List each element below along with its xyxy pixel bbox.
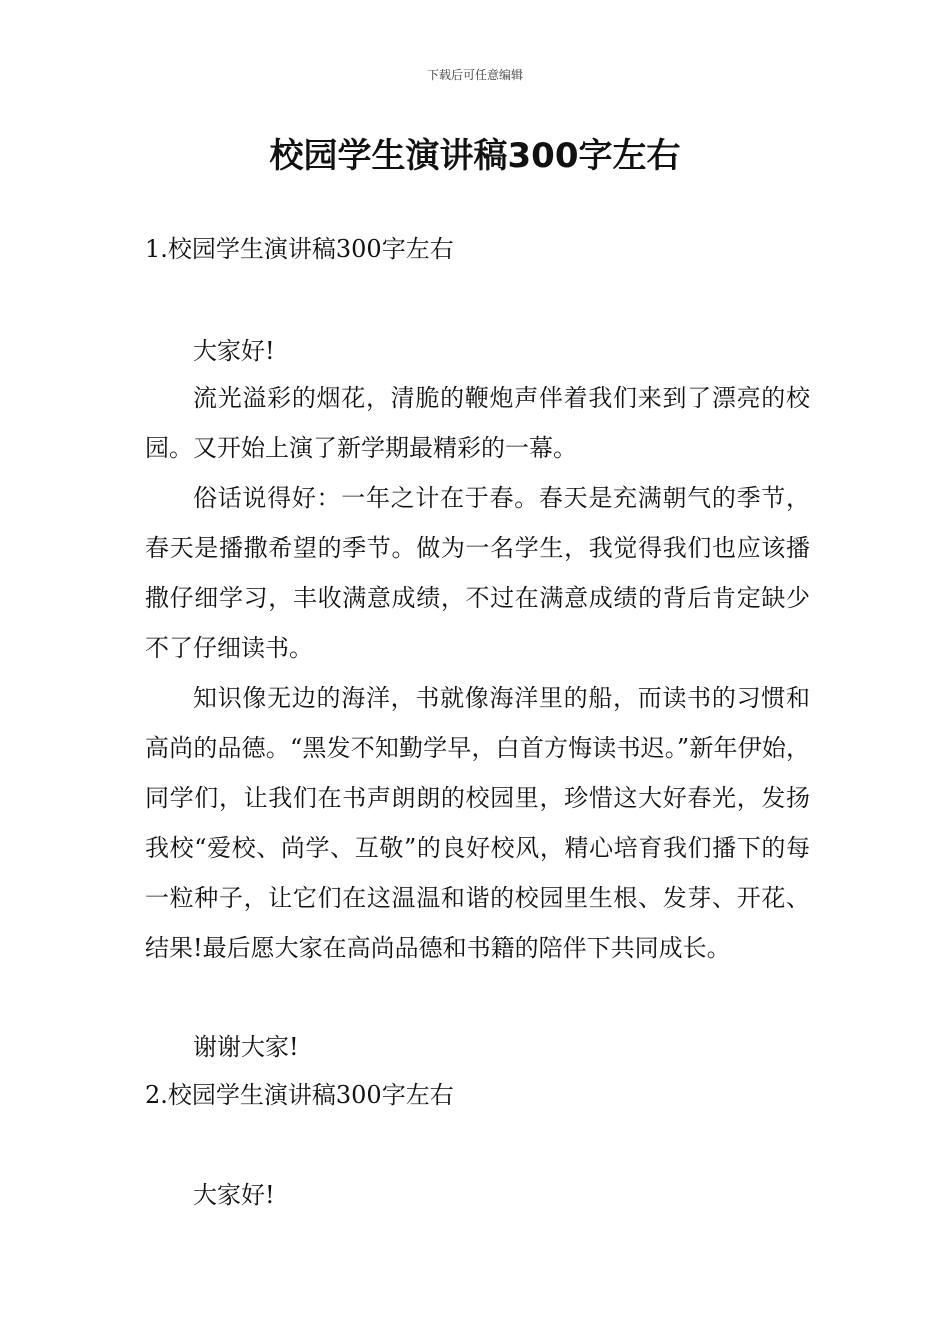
header-note: 下载后可任意编辑 (426, 68, 523, 82)
page-title: 校园学生演讲稿300字左右 (269, 136, 681, 176)
closing-1: 谢谢大家! (193, 1033, 299, 1061)
paragraph: 流光溢彩的烟花，清脆的鞭炮声伴着我们来到了漂亮的校园。又开始上演了新学期最精彩的一幕。 (145, 384, 810, 462)
greeting-2: 大家好! (193, 1181, 275, 1209)
section-body-1 (145, 373, 810, 973)
greeting-1: 大家好! (193, 337, 275, 365)
paragraph: 知识像无边的海洋，书就像海洋里的船，而读书的习惯和高尚的品德。“黑发不知勤学早，白首方悔读书迟。”新年伊始，同学们，让我们在书声朗朗的校园里，珍惜这大好春光，发扬我校“爱校、尚学、互敬”的良好校风，精心培育我们播下的每一粒种子，让它们在这温温和谐的校园里生根、发芽、开花、结果!最后愿大家在高尚品德和书籍的陪伴下共同成长。 (145, 684, 810, 962)
section-heading-2: 2.校园学生演讲稿300字左右 (145, 1081, 454, 1109)
paragraph: 俗话说得好：一年之计在于春。春天是充满朝气的季节，春天是播撒希望的季节。做为一名学生，我觉得我们也应该播撒仔细学习，丰收满意成绩，不过在满意成绩的背后肯定缺少不了仔细读书。 (145, 484, 810, 662)
section-heading-1: 1.校园学生演讲稿300字左右 (145, 235, 454, 263)
